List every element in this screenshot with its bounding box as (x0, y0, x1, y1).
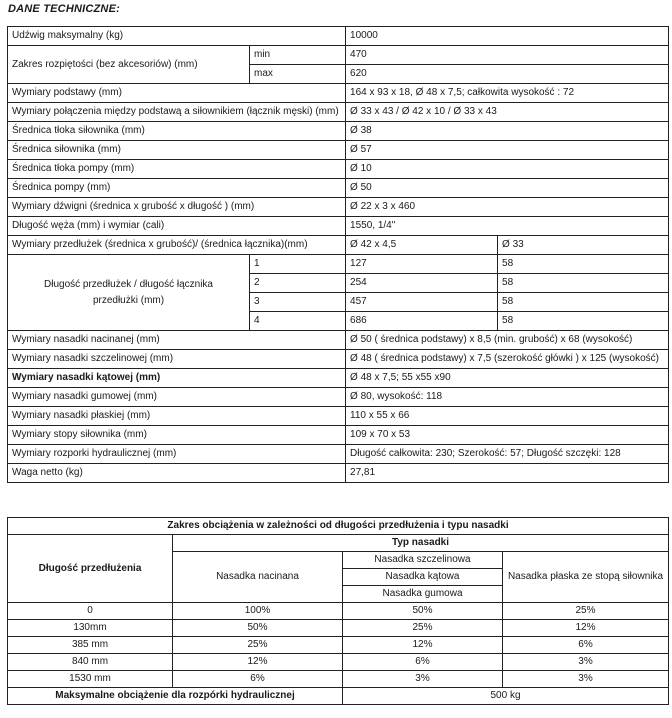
cell-b: 50% (343, 603, 503, 620)
table-row (8, 103, 669, 122)
cell-a: 6% (173, 671, 343, 688)
table-row (8, 27, 669, 46)
cell-a: 12% (173, 654, 343, 671)
spec-label: Wymiary nasadki płaskiej (mm) (8, 407, 346, 426)
spec-label: Wymiary przedłużek (średnica x grubość)/ (średnica łącznika)(mm) (8, 236, 346, 255)
spec-label: Średnica tłoka siłownika (mm) (8, 122, 346, 141)
extension-length: 254 (346, 274, 498, 293)
table-row (8, 122, 669, 141)
spec-value: Ø 80, wysokość: 118 (346, 388, 669, 407)
extension-no: 3 (250, 293, 346, 312)
table-row (8, 141, 669, 160)
column-header-type: Typ nasadki (173, 535, 669, 552)
table-row (8, 217, 669, 236)
table-row (8, 46, 669, 65)
spec-label: Wymiary rozporki hydraulicznej (mm) (8, 445, 346, 464)
spec-value: 109 x 70 x 53 (346, 426, 669, 445)
column-header-length: Długość przedłużenia (8, 535, 173, 603)
column-header-slit-cap: Nasadka szczelinowa (343, 552, 503, 569)
extension-no: 1 (250, 255, 346, 274)
max-load-label: Maksymalne obciążenie dla rozpórki hydraulicznej (8, 688, 343, 705)
table-row (8, 331, 669, 350)
load-range-table (7, 517, 669, 705)
table-row (8, 369, 669, 388)
extensions-label: Długość przedłużek / długość łącznika przedłużki (mm) (8, 255, 250, 331)
cell-length: 1530 mm (8, 671, 173, 688)
table-row (8, 198, 669, 217)
cell-b: 6% (343, 654, 503, 671)
max-load-value: 500 kg (343, 688, 669, 705)
spec-value-max: 620 (346, 65, 669, 84)
spec-label: Średnica siłownika (mm) (8, 141, 346, 160)
table-row (8, 445, 669, 464)
table-row (8, 407, 669, 426)
spec-label: Wymiary stopy siłownika (mm) (8, 426, 346, 445)
extension-no: 4 (250, 312, 346, 331)
table-row (8, 620, 669, 637)
column-header-angle-cap: Nasadka kątowa (343, 569, 503, 586)
spec-value: 27,81 (346, 464, 669, 483)
table-row (8, 255, 669, 274)
cell-c: 12% (503, 620, 669, 637)
cell-c: 3% (503, 654, 669, 671)
page-title: DANE TECHNICZNE: (8, 3, 120, 15)
extension-connector: 58 (498, 293, 669, 312)
load-table-title: Zakres obciążenia w zależności od długości przedłużenia i typu nasadki (8, 518, 669, 535)
spec-label: Średnica tłoka pompy (mm) (8, 160, 346, 179)
table-row (8, 518, 669, 535)
table-row (8, 637, 669, 654)
table-row (8, 603, 669, 620)
cell-b: 12% (343, 637, 503, 654)
spec-value: 10000 (346, 27, 669, 46)
cell-length: 840 mm (8, 654, 173, 671)
spec-label: Wymiary połączenia między podstawą a siłownikiem (łącznik męski) (mm) (8, 103, 346, 122)
cell-c: 3% (503, 671, 669, 688)
cell-c: 25% (503, 603, 669, 620)
table-row (8, 160, 669, 179)
spec-label: Wymiary nasadki szczelinowej (mm) (8, 350, 346, 369)
spec-label: Średnica pompy (mm) (8, 179, 346, 198)
table-row (8, 654, 669, 671)
spec-label: Długość węża (mm) i wymiar (cali) (8, 217, 346, 236)
spec-value: Ø 33 x 43 / Ø 42 x 10 / Ø 33 x 43 (346, 103, 669, 122)
spec-label: Waga netto (kg) (8, 464, 346, 483)
extension-no: 2 (250, 274, 346, 293)
spec-value-min: 470 (346, 46, 669, 65)
spec-label: Wymiary nasadki nacinanej (mm) (8, 331, 346, 350)
table-row (8, 426, 669, 445)
spec-value: Ø 50 (346, 179, 669, 198)
table-row (8, 671, 669, 688)
spec-value: Ø 50 ( średnica podstawy) x 8,5 (min. grubość) x 68 (wysokość) (346, 331, 669, 350)
table-row (8, 535, 669, 552)
extension-length: 457 (346, 293, 498, 312)
spec-value-2: Ø 33 (498, 236, 669, 255)
table-row (8, 350, 669, 369)
spec-value: Długość całkowita: 230; Szerokość: 57; Długość szczęki: 128 (346, 445, 669, 464)
spec-label: Zakres rozpiętości (bez akcesoriów) (mm) (8, 46, 250, 84)
cell-length: 385 mm (8, 637, 173, 654)
column-header-rubber-cap: Nasadka gumowa (343, 586, 503, 603)
spec-label: Wymiary nasadki gumowej (mm) (8, 388, 346, 407)
cell-length: 0 (8, 603, 173, 620)
spec-value: Ø 48 ( średnica podstawy) x 7,5 (szerokość główki ) x 125 (wysokość) (346, 350, 669, 369)
table-row (8, 688, 669, 705)
extension-length: 127 (346, 255, 498, 274)
extension-connector: 58 (498, 312, 669, 331)
spec-sublabel-min: min (250, 46, 346, 65)
spec-value: Ø 57 (346, 141, 669, 160)
technical-specs-table (7, 26, 669, 483)
table-row (8, 179, 669, 198)
spec-value: 164 x 93 x 18, Ø 48 x 7,5; całkowita wysokość : 72 (346, 84, 669, 103)
table-row (8, 388, 669, 407)
spec-value: 1550, 1/4" (346, 217, 669, 236)
spec-value: Ø 38 (346, 122, 669, 141)
extension-connector: 58 (498, 255, 669, 274)
spec-value: 110 x 55 x 66 (346, 407, 669, 426)
spec-value: Ø 42 x 4,5 (346, 236, 498, 255)
spec-value: Ø 22 x 3 x 460 (346, 198, 669, 217)
spec-value: Ø 10 (346, 160, 669, 179)
table-row (8, 84, 669, 103)
cell-a: 50% (173, 620, 343, 637)
spec-value: Ø 48 x 7,5; 55 x55 x90 (346, 369, 669, 388)
spec-label: Wymiary nasadki kątowej (mm) (8, 369, 346, 388)
spec-label: Udźwig maksymalny (kg) (8, 27, 346, 46)
spec-label: Wymiary dźwigni (średnica x grubość x długość ) (mm) (8, 198, 346, 217)
column-header-slotted-cap: Nasadka nacinana (173, 552, 343, 603)
table-row (8, 236, 669, 255)
cell-a: 100% (173, 603, 343, 620)
column-header-flat-cap: Nasadka płaska ze stopą siłownika (503, 552, 669, 603)
extension-length: 686 (346, 312, 498, 331)
cell-a: 25% (173, 637, 343, 654)
cell-b: 3% (343, 671, 503, 688)
extension-connector: 58 (498, 274, 669, 293)
cell-b: 25% (343, 620, 503, 637)
spec-label: Wymiary podstawy (mm) (8, 84, 346, 103)
table-row (8, 464, 669, 483)
cell-c: 6% (503, 637, 669, 654)
cell-length: 130mm (8, 620, 173, 637)
spec-sublabel-max: max (250, 65, 346, 84)
